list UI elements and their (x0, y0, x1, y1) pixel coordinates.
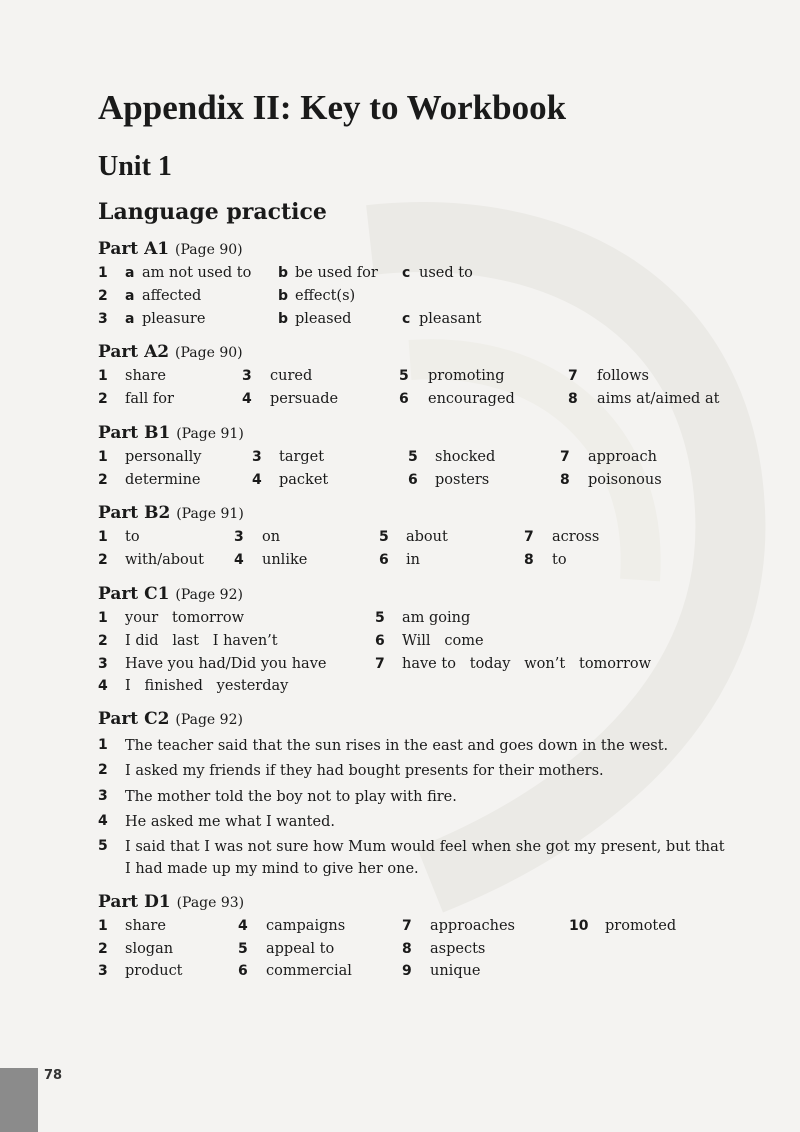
item-number: 1 (98, 918, 108, 934)
item-number: 2 (98, 762, 108, 778)
item-number: 1 (98, 449, 108, 465)
unit-heading: Unit 1 (98, 151, 172, 182)
item-number: 4 (234, 552, 244, 568)
item-number: 1 (98, 610, 108, 626)
option-letter: a (125, 288, 135, 304)
item-number: 5 (399, 368, 409, 384)
item-number: 5 (375, 610, 385, 626)
answer-text: used to (419, 265, 473, 281)
item-number: 4 (242, 391, 252, 407)
answer-text: unique (430, 963, 481, 979)
item-number: 3 (252, 449, 262, 465)
item-number: 3 (98, 311, 108, 327)
page-ref: (Page 91) (176, 506, 244, 522)
item-number: 7 (375, 656, 385, 672)
item-number: 6 (399, 391, 409, 407)
answer-text: determine (125, 472, 201, 488)
answer-text: follows (597, 368, 649, 384)
answer-text: am going (402, 610, 471, 626)
item-number: 6 (238, 963, 248, 979)
answer-text: your tomorrow (125, 610, 245, 626)
answer-text: be used for (295, 265, 378, 281)
answer-text: target (279, 449, 325, 465)
part-a1-heading (98, 239, 243, 259)
answer-sentence: The teacher said that the sun rises in the east and goes down in the west. (125, 738, 669, 754)
option-letter: b (278, 311, 289, 327)
answer-text: have to today won’t tomorrow (402, 656, 652, 672)
part-label: Part C1 (98, 584, 170, 604)
item-number: 4 (238, 918, 248, 934)
item-number: 4 (252, 472, 262, 488)
answer-text: persuade (270, 391, 339, 407)
option-letter: c (402, 265, 411, 281)
item-number: 5 (408, 449, 418, 465)
option-letter: b (278, 265, 289, 281)
answer-text: commercial (266, 963, 352, 979)
section-heading: Language practice (98, 199, 327, 225)
answer-text: campaigns (266, 918, 346, 934)
answer-text: personally (125, 449, 202, 465)
answer-text: promoting (428, 368, 505, 384)
answer-text: Have you had/Did you have (125, 656, 327, 672)
page-ref: (Page 92) (175, 587, 243, 603)
answer-text: encouraged (428, 391, 515, 407)
part-d1-heading (98, 892, 244, 912)
item-number: 7 (524, 529, 534, 545)
answer-text: Will come (402, 633, 484, 649)
answer-text: pleasant (419, 311, 482, 327)
page-ref: (Page 90) (175, 345, 243, 361)
item-number: 2 (98, 633, 108, 649)
item-number: 5 (98, 838, 108, 854)
answer-text: shocked (435, 449, 496, 465)
answer-text: packet (279, 472, 329, 488)
option-letter: a (125, 311, 135, 327)
answer-text: across (552, 529, 600, 545)
answer-text: share (125, 368, 166, 384)
item-number: 2 (98, 552, 108, 568)
item-number: 1 (98, 737, 108, 753)
part-label: Part B2 (98, 503, 171, 523)
item-number: 10 (569, 918, 589, 934)
page-edge-tab (0, 1068, 38, 1132)
answer-text: poisonous (588, 472, 662, 488)
answer-text: fall for (125, 391, 174, 407)
option-letter: c (402, 311, 411, 327)
answer-sentence: I said that I was not sure how Mum would feel when she got my present, but that I had made up my mind to give her one. (125, 839, 725, 877)
item-number: 7 (402, 918, 412, 934)
answer-text: I did last I haven’t (125, 633, 278, 649)
item-number: 3 (234, 529, 244, 545)
page-number: 78 (44, 1068, 63, 1083)
answer-text: pleased (295, 311, 352, 327)
answer-text: to (125, 529, 140, 545)
part-label: Part B1 (98, 423, 171, 443)
item-number: 1 (98, 265, 108, 281)
option-letter: b (278, 288, 289, 304)
item-number: 6 (408, 472, 418, 488)
item-number: 8 (560, 472, 570, 488)
answer-text: approach (588, 449, 657, 465)
page-ref: (Page 93) (176, 895, 245, 911)
part-label: Part A2 (98, 342, 170, 362)
answer-text: product (125, 963, 183, 979)
answer-text: I finished yesterday (125, 678, 289, 694)
answer-text: promoted (605, 918, 677, 934)
item-number: 7 (568, 368, 578, 384)
item-number: 4 (98, 813, 108, 829)
answer-sentence: The mother told the boy not to play with fire. (125, 789, 457, 805)
item-number: 3 (98, 656, 108, 672)
item-number: 8 (568, 391, 578, 407)
page-ref: (Page 90) (175, 242, 243, 258)
answer-text: about (406, 529, 448, 545)
answer-text: appeal to (266, 941, 335, 957)
item-number: 6 (379, 552, 389, 568)
answer-text: share (125, 918, 166, 934)
answer-text: in (406, 552, 420, 568)
option-letter: a (125, 265, 135, 281)
answer-text: aims at/aimed at (597, 391, 720, 407)
item-number: 2 (98, 472, 108, 488)
part-b2-heading (98, 503, 244, 523)
item-number: 5 (379, 529, 389, 545)
answer-text: posters (435, 472, 490, 488)
answer-text: aspects (430, 941, 486, 957)
answer-text: am not used to (142, 265, 252, 281)
part-a2-heading (98, 342, 243, 362)
item-number: 3 (98, 963, 108, 979)
answer-text: approaches (430, 918, 515, 934)
part-label: Part D1 (98, 892, 171, 912)
part-label: Part C2 (98, 709, 170, 729)
item-number: 5 (238, 941, 248, 957)
item-number: 1 (98, 368, 108, 384)
item-number: 2 (98, 288, 108, 304)
page-title: Appendix II: Key to Workbook (98, 88, 567, 127)
item-number: 4 (98, 678, 108, 694)
item-number: 2 (98, 941, 108, 957)
item-number: 8 (524, 552, 534, 568)
answer-sentence: I asked my friends if they had bought presents for their mothers. (125, 763, 604, 779)
answer-text: on (262, 529, 281, 545)
answer-text: with/about (125, 552, 204, 568)
item-number: 9 (402, 963, 412, 979)
page-ref: (Page 91) (176, 426, 244, 442)
item-number: 1 (98, 529, 108, 545)
answer-text: pleasure (142, 311, 206, 327)
part-c2-heading (98, 709, 243, 729)
item-number: 3 (98, 788, 108, 804)
part-b1-heading (98, 423, 244, 443)
item-number: 2 (98, 391, 108, 407)
answer-text: affected (142, 288, 202, 304)
item-number: 7 (560, 449, 570, 465)
item-number: 3 (242, 368, 252, 384)
part-c1-heading (98, 584, 243, 604)
item-number: 8 (402, 941, 412, 957)
answer-text: slogan (125, 941, 174, 957)
answer-text: effect(s) (295, 288, 356, 304)
answer-sentence: He asked me what I wanted. (125, 814, 335, 830)
answer-text: unlike (262, 552, 308, 568)
page-ref: (Page 92) (175, 712, 243, 728)
answer-text: cured (270, 368, 313, 384)
part-label: Part A1 (98, 239, 170, 259)
answer-text: to (552, 552, 567, 568)
item-number: 6 (375, 633, 385, 649)
